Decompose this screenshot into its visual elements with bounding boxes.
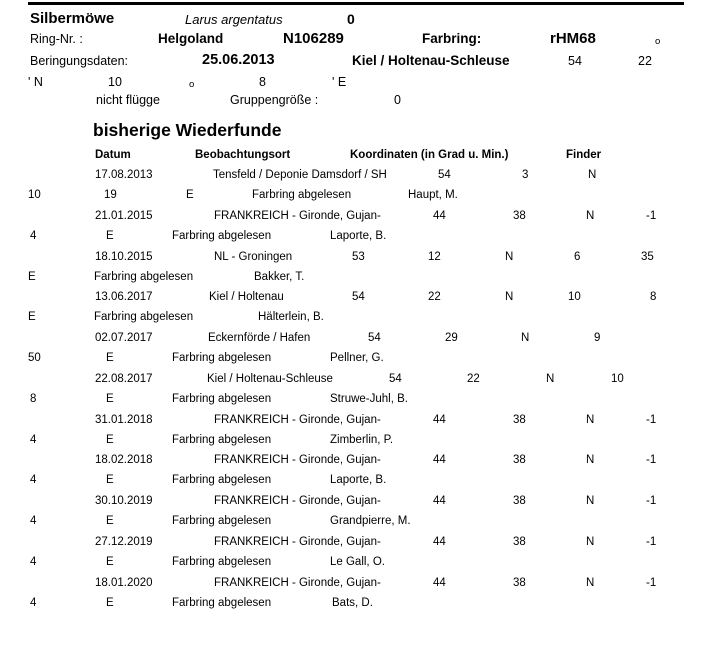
observation-date: 18.01.2020 [95, 577, 153, 589]
coordinate-value: 3 [522, 169, 529, 181]
ringing-lat-min: 22 [638, 54, 652, 68]
species-latin-name: Larus argentatus [185, 12, 283, 27]
color-ring-label: Farbring: [422, 31, 482, 46]
coordinate-value: 4 [30, 433, 37, 446]
ringing-lat-deg: 54 [568, 54, 582, 68]
coordinate-value: 10 [568, 291, 581, 303]
coordinate-hemisphere: N [505, 291, 514, 303]
finder-name: Pellner, G. [330, 351, 384, 364]
finding-circumstance: Farbring abgelesen [252, 188, 352, 201]
coordinate-value: -1 [646, 454, 657, 466]
species-name: Silbermöwe [30, 10, 115, 27]
coordinate-value: 50 [28, 351, 41, 364]
coordinate-hemisphere: E [106, 596, 114, 609]
observation-location: FRANKREICH - Gironde, Gujan- [214, 210, 381, 222]
finder-name: Bats, D. [332, 596, 373, 609]
table-row [0, 453, 710, 494]
table-row [0, 372, 710, 413]
age-state: nicht flügge [96, 93, 160, 107]
coordinate-value: -1 [646, 536, 657, 548]
coordinate-value: -1 [646, 414, 657, 426]
observation-date: 13.06.2017 [95, 291, 153, 303]
coordinate-hemisphere: E [106, 392, 114, 405]
coordinate-value: 4 [30, 596, 37, 609]
observation-location: NL - Groningen [214, 251, 293, 263]
coordinate-value: 12 [428, 251, 441, 263]
coordinate-value: 44 [433, 414, 446, 426]
observation-date: 17.08.2013 [95, 169, 153, 181]
coordinate-hemisphere: E [186, 188, 194, 201]
observation-location: FRANKREICH - Gironde, Gujan- [214, 414, 381, 426]
observation-date: 31.01.2018 [95, 414, 153, 426]
species-code: 0 [347, 11, 355, 27]
ringing-lon-deg: 10 [108, 75, 122, 89]
column-header-finder: Finder [566, 149, 602, 161]
ringing-date: 25.06.2013 [202, 52, 275, 68]
finding-circumstance: Farbring abgelesen [172, 433, 272, 446]
group-size-value: 0 [394, 93, 401, 107]
ringing-place: Kiel / Holtenau-Schleuse [352, 53, 510, 68]
coordinate-hemisphere: E [106, 229, 114, 242]
observation-date: 02.07.2017 [95, 332, 153, 344]
coordinate-value: 29 [445, 332, 458, 344]
table-row [0, 168, 710, 209]
finding-circumstance: Farbring abgelesen [172, 229, 272, 242]
column-header-date: Datum [95, 149, 131, 161]
observation-location: FRANKREICH - Gironde, Gujan- [214, 577, 381, 589]
minute-east-symbol: ' E [332, 75, 347, 89]
finder-name: Laporte, B. [330, 229, 387, 242]
degree-symbol: o [189, 79, 195, 90]
table-row [0, 413, 710, 454]
observation-location: Kiel / Holtenau-Schleuse [207, 373, 333, 385]
coordinate-hemisphere: N [521, 332, 530, 344]
table-row [0, 331, 710, 372]
coordinate-value: 8 [650, 291, 657, 303]
coordinate-value: 10 [611, 373, 624, 385]
coordinate-value: 4 [30, 473, 37, 486]
ringing-data-label: Beringungsdaten: [30, 54, 128, 68]
coordinate-value: -1 [646, 577, 657, 589]
coordinate-hemisphere: N [586, 536, 595, 548]
finding-circumstance: Farbring abgelesen [172, 473, 272, 486]
finder-name: Hälterlein, B. [258, 310, 324, 323]
finder-name: Bakker, T. [254, 270, 305, 283]
table-row [0, 535, 710, 576]
observation-location: FRANKREICH - Gironde, Gujan- [214, 536, 381, 548]
finder-name: Le Gall, O. [330, 555, 385, 568]
column-header-coordinates: Koordinaten (in Grad u. Min.) [350, 149, 509, 161]
coordinate-value: 54 [438, 169, 451, 181]
coordinate-hemisphere: N [505, 251, 514, 263]
coordinate-value: 22 [467, 373, 480, 385]
coordinate-hemisphere: E [28, 270, 36, 283]
observation-location: Tensfeld / Deponie Damsdorf / SH [213, 169, 387, 181]
coordinate-value: 44 [433, 536, 446, 548]
observation-location: FRANKREICH - Gironde, Gujan- [214, 495, 381, 507]
coordinate-hemisphere: N [586, 210, 595, 222]
coordinate-value: 44 [433, 454, 446, 466]
coordinate-value: 44 [433, 495, 446, 507]
coordinate-value: 38 [513, 536, 526, 548]
coordinate-hemisphere: E [106, 555, 114, 568]
coordinate-value: 4 [30, 229, 37, 242]
table-row [0, 290, 710, 331]
coordinate-hemisphere: N [586, 577, 595, 589]
observation-location: FRANKREICH - Gironde, Gujan- [214, 454, 381, 466]
coordinate-value: -1 [646, 210, 657, 222]
ringing-scheme: Helgoland [158, 31, 224, 46]
observation-date: 30.10.2019 [95, 495, 153, 507]
coordinate-value: 38 [513, 210, 526, 222]
color-ring-value: rHM68 [550, 30, 596, 47]
coordinate-hemisphere: N [586, 414, 595, 426]
coordinate-value: 35 [641, 251, 654, 263]
finding-circumstance: Farbring abgelesen [172, 596, 272, 609]
ring-number: N106289 [283, 30, 344, 47]
minute-north-symbol: ' N [28, 75, 43, 89]
ringing-lon-min: 8 [259, 75, 266, 89]
finding-circumstance: Farbring abgelesen [94, 310, 194, 323]
coordinate-hemisphere: E [106, 473, 114, 486]
coordinate-value: 53 [352, 251, 365, 263]
observation-date: 21.01.2015 [95, 210, 153, 222]
coordinate-hemisphere: N [586, 495, 595, 507]
finder-name: Grandpierre, M. [330, 514, 411, 527]
coordinate-value: 8 [30, 392, 37, 405]
observation-date: 22.08.2017 [95, 373, 153, 385]
coordinate-value: 10 [28, 188, 41, 201]
coordinate-hemisphere: N [588, 169, 597, 181]
finder-name: Zimberlin, P. [330, 433, 394, 446]
observation-location: Kiel / Holtenau [209, 291, 284, 303]
finder-name: Laporte, B. [330, 473, 387, 486]
table-row [0, 494, 710, 535]
coordinate-value: 4 [30, 555, 37, 568]
coordinate-value: 38 [513, 495, 526, 507]
coordinate-value: 54 [368, 332, 381, 344]
coordinate-value: 38 [513, 577, 526, 589]
coordinate-hemisphere: E [106, 351, 114, 364]
coordinate-hemisphere: N [546, 373, 555, 385]
table-row [0, 250, 710, 291]
coordinate-hemisphere: E [106, 433, 114, 446]
coordinate-hemisphere: N [586, 454, 595, 466]
table-row [0, 209, 710, 250]
coordinate-value: 44 [433, 210, 446, 222]
coordinate-value: 54 [389, 373, 402, 385]
coordinate-value: 54 [352, 291, 365, 303]
observation-date: 27.12.2019 [95, 536, 153, 548]
top-rule [28, 2, 684, 5]
coordinate-value: 22 [428, 291, 441, 303]
coordinate-value: 19 [104, 188, 117, 201]
degree-symbol: o [655, 36, 661, 47]
observation-date: 18.02.2018 [95, 454, 153, 466]
column-header-location: Beobachtungsort [195, 149, 291, 161]
observation-location: Eckernförde / Hafen [208, 332, 311, 344]
finding-circumstance: Farbring abgelesen [172, 514, 272, 527]
coordinate-value: 38 [513, 414, 526, 426]
coordinate-hemisphere: E [106, 514, 114, 527]
coordinate-value: 38 [513, 454, 526, 466]
coordinate-value: -1 [646, 495, 657, 507]
finding-circumstance: Farbring abgelesen [172, 392, 272, 405]
finder-name: Haupt, M. [408, 188, 458, 201]
coordinate-hemisphere: E [28, 310, 36, 323]
finder-name: Struwe-Juhl, B. [330, 392, 408, 405]
coordinate-value: 9 [594, 332, 601, 344]
coordinate-value: 6 [574, 251, 581, 263]
finding-circumstance: Farbring abgelesen [172, 555, 272, 568]
section-title: bisherige Wiederfunde [93, 120, 282, 140]
table-row [0, 576, 710, 617]
group-size-label: Gruppengröße : [230, 93, 319, 107]
observation-date: 18.10.2015 [95, 251, 153, 263]
coordinate-value: 4 [30, 514, 37, 527]
finding-circumstance: Farbring abgelesen [172, 351, 272, 364]
ring-number-label: Ring-Nr. : [30, 32, 83, 46]
coordinate-value: 44 [433, 577, 446, 589]
finding-circumstance: Farbring abgelesen [94, 270, 194, 283]
